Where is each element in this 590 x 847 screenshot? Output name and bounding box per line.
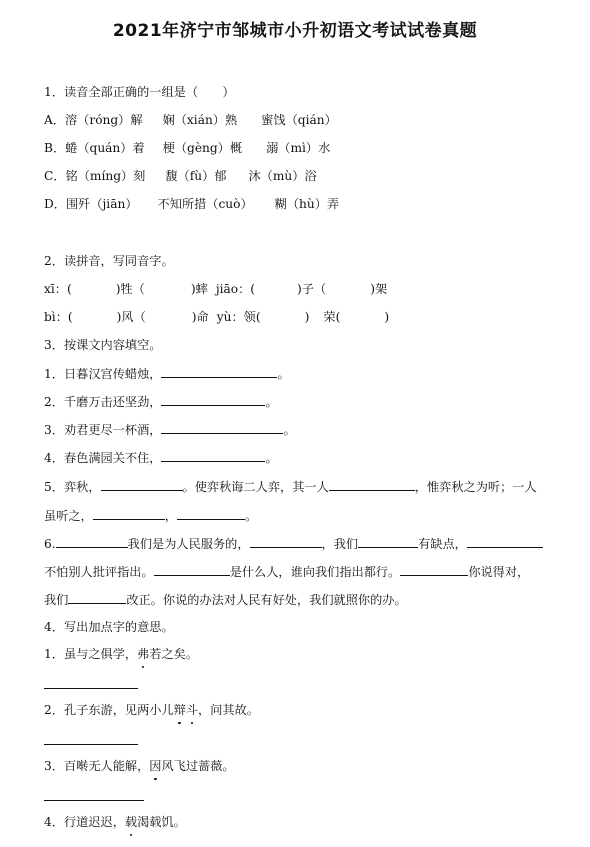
answer-blank[interactable] bbox=[56, 534, 128, 548]
item-text: 6. bbox=[44, 537, 56, 551]
item-text: 。使弈秋诲二人弈，其一人 bbox=[182, 480, 329, 494]
answer-blank[interactable] bbox=[68, 590, 126, 604]
q1-option-b bbox=[44, 139, 330, 157]
item-text: 我们是为人民服务的， bbox=[127, 537, 250, 551]
item-text: ， bbox=[164, 509, 177, 523]
q4-sentence-3 bbox=[44, 757, 235, 775]
item-text: 2．千磨万击还坚劲， bbox=[44, 395, 162, 409]
item-text: 不怕别人批评指出。 bbox=[44, 565, 154, 579]
dotted-char: 因 bbox=[149, 759, 162, 773]
option-part: 馥（fù）郁 bbox=[165, 169, 227, 183]
q4-sentence-2 bbox=[44, 701, 259, 719]
sentence-text: 渴载饥。 bbox=[137, 815, 186, 829]
item-text: 1．日暮汉宫传蜡烛， bbox=[44, 367, 162, 381]
page-title: 2021年济宁市邹城市小升初语文考试试卷真题 bbox=[112, 21, 478, 41]
answer-blank[interactable] bbox=[93, 506, 165, 520]
item-text: 3．劝君更尽一杯酒， bbox=[44, 423, 162, 437]
sentence-text: 4．行道迟迟， bbox=[44, 815, 125, 829]
q3-item-6-line2 bbox=[44, 562, 529, 581]
item-text: ，我们 bbox=[321, 537, 359, 551]
pinyin-part: )风（ bbox=[116, 310, 146, 324]
option-part: 溺（mì）水 bbox=[266, 141, 331, 155]
item-text: 5．弈秋， bbox=[44, 480, 101, 494]
pinyin-part: )子（ bbox=[297, 282, 327, 296]
q3-item-5-line2 bbox=[44, 506, 257, 525]
dotted-char: 斗 bbox=[185, 703, 199, 717]
option-part: A．溶（róng）解 bbox=[44, 113, 143, 127]
answer-blank[interactable] bbox=[161, 448, 265, 462]
q3-stem: 3．按课文内容填空。 bbox=[44, 338, 162, 352]
option-part: B．蜷（quán）着 bbox=[44, 141, 145, 155]
option-part: 不知所措（cuò） bbox=[157, 197, 253, 211]
dotted-char: 载 bbox=[124, 815, 138, 829]
answer-blank[interactable] bbox=[467, 534, 543, 548]
q3-item-6-line3 bbox=[44, 590, 407, 609]
sentence-text: ，问其故。 bbox=[198, 703, 259, 717]
pinyin-part: yù：领( bbox=[216, 310, 261, 324]
q4-stem: 4．写出加点字的意思。 bbox=[44, 620, 174, 634]
answer-blank[interactable] bbox=[250, 534, 322, 548]
sentence-text: 1．虽与之俱学， bbox=[44, 647, 138, 661]
item-text: 你说得对， bbox=[468, 565, 530, 579]
pinyin-part: )命 bbox=[191, 310, 209, 324]
item-text: 4．春色满园关不住， bbox=[44, 451, 162, 465]
answer-line[interactable] bbox=[44, 688, 138, 689]
q1-option-c bbox=[44, 167, 317, 185]
pinyin-part: )牲（ bbox=[115, 282, 145, 296]
pinyin-part: ) bbox=[304, 310, 310, 324]
q3-item bbox=[44, 364, 290, 383]
answer-line[interactable] bbox=[44, 744, 138, 745]
option-part: D．围歼（jiān） bbox=[44, 197, 138, 211]
option-part: 娴（xián）熟 bbox=[162, 113, 238, 127]
item-text: 虽听之， bbox=[44, 509, 93, 523]
pinyin-part: )蟀 bbox=[190, 282, 208, 296]
q2-row2 bbox=[44, 308, 389, 326]
q3-item-5-line1 bbox=[44, 477, 537, 496]
q1-option-a bbox=[44, 111, 337, 129]
dotted-char: 辩 bbox=[173, 703, 186, 717]
answer-blank[interactable] bbox=[161, 392, 265, 406]
answer-blank[interactable] bbox=[161, 364, 277, 378]
q2-stem: 2．读拼音，写同音字。 bbox=[44, 254, 174, 268]
pinyin-part: bì：( bbox=[44, 310, 73, 324]
answer-blank[interactable] bbox=[154, 562, 230, 576]
pinyin-part: xī：( bbox=[44, 282, 72, 296]
sentence-text: 若之矣。 bbox=[149, 647, 199, 661]
option-part: C．铭（míng）刻 bbox=[44, 169, 146, 183]
q4-sentence-1 bbox=[44, 645, 198, 663]
answer-blank[interactable] bbox=[329, 477, 415, 491]
item-end: 。 bbox=[283, 423, 296, 437]
item-end: 。 bbox=[265, 395, 278, 409]
item-text: 我们 bbox=[44, 593, 69, 607]
q3-item bbox=[44, 448, 278, 467]
q3-item bbox=[44, 420, 296, 439]
answer-line[interactable] bbox=[44, 800, 144, 801]
item-end: 。 bbox=[277, 367, 290, 381]
item-text: 。 bbox=[244, 509, 258, 523]
q3-item-6-line1 bbox=[44, 534, 543, 553]
sentence-text: 风飞过蔷薇。 bbox=[161, 759, 235, 773]
dotted-char: 弗 bbox=[137, 647, 150, 661]
item-text: ，惟弈秋之为听；一人 bbox=[414, 480, 537, 494]
pinyin-part: ) bbox=[384, 310, 390, 324]
answer-blank[interactable] bbox=[177, 506, 245, 520]
option-part: 蜜饯（qián） bbox=[261, 113, 337, 127]
item-end: 。 bbox=[265, 451, 278, 465]
answer-blank[interactable] bbox=[358, 534, 418, 548]
q2-row1 bbox=[44, 280, 387, 298]
q3-item bbox=[44, 392, 278, 411]
q4-sentence-4 bbox=[44, 813, 186, 831]
answer-blank[interactable] bbox=[101, 477, 183, 491]
item-text: 是什么人，谁向我们指出都行。 bbox=[229, 565, 401, 579]
pinyin-part: jiāo：( bbox=[215, 282, 256, 296]
q1-stem: 1．读音全部正确的一组是（ ） bbox=[44, 85, 235, 99]
item-text: 有缺点， bbox=[418, 537, 467, 551]
answer-blank[interactable] bbox=[161, 420, 283, 434]
sentence-text: 2．孔子东游，见两小儿 bbox=[44, 703, 174, 717]
q1-option-d bbox=[44, 195, 339, 213]
option-part: 梗（gèng）概 bbox=[162, 141, 243, 155]
pinyin-part: 荣( bbox=[323, 310, 341, 324]
option-part: 糊（hù）弄 bbox=[274, 197, 340, 211]
sentence-text: 3．百啭无人能解， bbox=[44, 759, 150, 773]
answer-blank[interactable] bbox=[400, 562, 468, 576]
pinyin-part: )架 bbox=[370, 282, 388, 296]
option-part: 沐（mù）浴 bbox=[248, 169, 317, 183]
item-text: 改正。你说的办法对人民有好处，我们就照你的办。 bbox=[126, 593, 407, 607]
